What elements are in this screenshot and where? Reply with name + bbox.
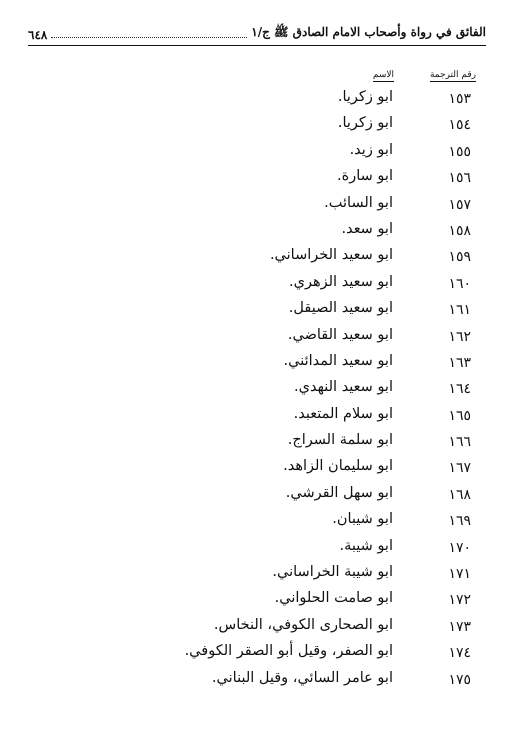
entry-row: [0, 193, 516, 219]
entry-number: ١٧٣: [448, 618, 471, 635]
entries-list: [0, 87, 516, 694]
entry-row: [0, 483, 516, 509]
entry-name: ابو زكريا.: [337, 115, 393, 132]
running-header: [28, 24, 486, 42]
entry-name: ابو سلام المتعبد.: [293, 405, 393, 422]
entry-name: ابو شيبان.: [332, 511, 393, 528]
entry-row: [0, 536, 516, 562]
entry-row: [0, 87, 516, 113]
entry-name: ابو شيبة.: [339, 537, 393, 554]
entry-row: [0, 245, 516, 271]
entry-number: ١٧٠: [448, 539, 471, 556]
entry-number: ١٦٨: [448, 486, 471, 503]
number-column-heading: رقم الترجمة: [429, 70, 476, 80]
entry-name: ابو شيبة الخراساني.: [272, 564, 393, 581]
entry-number: ١٧٥: [448, 671, 471, 688]
entry-number: ١٧٢: [448, 592, 471, 609]
entry-row: [0, 509, 516, 535]
entry-name: ابو زكريا.: [337, 89, 393, 105]
entry-name: ابو صامت الحلواني.: [274, 590, 393, 607]
entry-number: ١٥٨: [448, 222, 471, 239]
entry-row: [0, 430, 516, 456]
entry-row: [0, 377, 516, 403]
entry-name: ابو السائب.: [324, 194, 393, 211]
entry-number: ١٦٧: [448, 460, 471, 477]
entry-row: [0, 641, 516, 667]
entry-number: ١٥٦: [448, 170, 471, 187]
entry-number: ١٧٤: [448, 645, 471, 662]
entry-name: ابو سعيد القاضي.: [287, 326, 393, 343]
entry-number: ١٦٦: [448, 434, 471, 451]
header-rule: [28, 45, 486, 46]
entry-name: ابو سارة.: [337, 168, 393, 185]
entry-name: ابو سعد.: [341, 220, 393, 237]
entry-name: ابو سعيد الصيقل.: [288, 300, 393, 317]
entry-row: [0, 404, 516, 430]
entry-row: [0, 588, 516, 614]
header-dot-leader: [51, 37, 247, 38]
entry-name: ابو سلمة السراج.: [287, 432, 393, 449]
entry-name: ابو زيد.: [349, 141, 393, 158]
entry-row: [0, 325, 516, 351]
entry-name: ابو عامر السائي، وقيل البناني.: [211, 669, 393, 686]
entry-number: ١٥٧: [448, 196, 471, 213]
entry-row: [0, 219, 516, 245]
entry-number: ١٦٠: [448, 275, 471, 292]
entry-name: ابو سعيد النهدي.: [294, 379, 393, 396]
entry-row: [0, 140, 516, 166]
entry-number: ١٦١: [448, 302, 471, 319]
entry-name: ابو سهل القرشي.: [285, 484, 393, 501]
name-column-heading: الاسم: [372, 70, 394, 80]
header-title: الفائق في رواة وأصحاب الامام الصادق ﷺ ج/١: [251, 25, 486, 39]
entry-name: ابو الصفر، وقيل أبو الصقر الكوفي.: [184, 643, 393, 660]
entry-name: ابو سعيد الخراساني.: [269, 247, 393, 264]
entry-row: [0, 562, 516, 588]
entry-name: ابو سعيد الزهري.: [289, 273, 393, 290]
entry-number: ١٦٩: [448, 513, 471, 530]
entry-number: ١٥٥: [448, 143, 471, 160]
entry-number: ١٥٣: [448, 91, 471, 107]
entry-row: [0, 668, 516, 694]
entry-row: [0, 113, 516, 139]
entry-number: ١٦٣: [448, 354, 471, 371]
entry-number: ١٥٤: [448, 117, 471, 134]
page-number: ٦٤٨: [28, 28, 48, 42]
entry-name: ابو سعيد المدائني.: [283, 352, 393, 369]
entry-name: ابو الصحارى الكوفي، النخاس.: [213, 616, 393, 633]
entry-row: [0, 166, 516, 192]
entry-row: [0, 456, 516, 482]
entry-row: [0, 615, 516, 641]
entry-number: ١٥٩: [448, 249, 471, 266]
entry-row: [0, 351, 516, 377]
entry-name: ابو سليمان الزاهد.: [283, 458, 393, 475]
entry-number: ١٦٢: [448, 328, 471, 345]
entry-row: [0, 298, 516, 324]
entry-number: ١٧١: [448, 566, 471, 583]
entry-number: ١٦٥: [448, 407, 471, 424]
entry-row: [0, 272, 516, 298]
entry-number: ١٦٤: [448, 381, 471, 398]
